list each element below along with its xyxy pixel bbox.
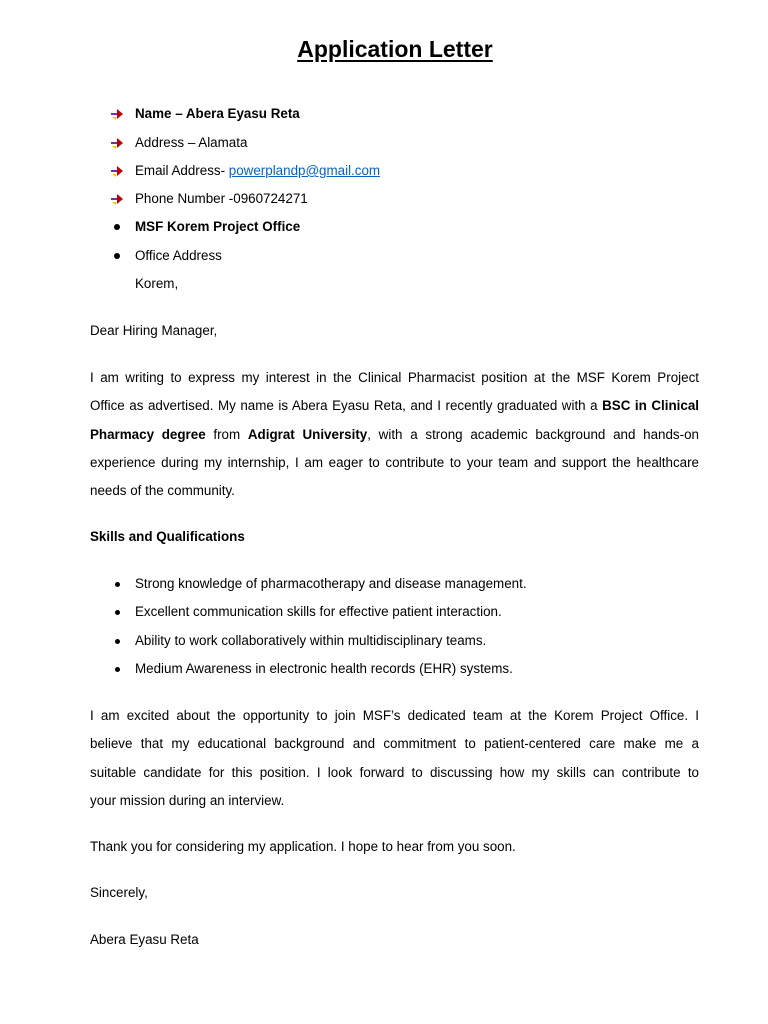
bullet-dot-icon (110, 245, 128, 267)
applicant-name: Name – Abera Eyasu Reta (135, 106, 300, 121)
intro-line-2-text: Office as advertised. My name is Abera Eyasu Reta, and I recently graduated with a (90, 398, 603, 414)
closing-line-3: suitable candidate for this position. I look forward to discussing how my skills can contribute to (90, 764, 699, 780)
email-link[interactable]: powerplandp@gmail.com (228, 163, 381, 178)
intro-line-5: needs of the community. (90, 483, 235, 499)
salutation: Dear Hiring Manager, (90, 323, 218, 338)
intro-line-3-text: , with a strong academic background and hands-on (367, 426, 699, 442)
bullet-dot-icon (110, 216, 128, 238)
arrow-bullet-icon (110, 188, 128, 210)
arrow-bullet-icon (110, 132, 128, 154)
intro-paragraph (90, 364, 699, 505)
email-label: Email Address- (135, 163, 229, 178)
arrow-bullet-icon (110, 160, 128, 182)
applicant-address: Address – Alamata (135, 135, 248, 150)
intro-line-4: experience during my internship, I am eager to contribute to your team and support the healthcare (90, 454, 699, 470)
intro-line-3-from: from (205, 426, 248, 442)
intro-line-1: I am writing to express my interest in the Clinical Pharmacist position at the MSF Korem Project (90, 370, 699, 385)
page-title: Application Letter (297, 36, 493, 62)
closing-line-4: your mission during an interview. (90, 792, 285, 808)
closing-paragraph (90, 702, 699, 815)
university-highlight: Adigrat University (247, 426, 368, 442)
bullet-dot-icon (110, 573, 128, 595)
phone-number: Phone Number -0960724271 (135, 191, 308, 206)
office-address-label: Office Address (135, 248, 222, 263)
office-name: MSF Korem Project Office (135, 219, 301, 234)
intro-line-2 (90, 392, 699, 420)
skill-text: Medium Awareness in electronic health records (EHR) systems. (135, 661, 513, 676)
skills-heading: Skills and Qualifications (90, 529, 245, 544)
office-city: Korem, (135, 276, 179, 291)
bullet-dot-icon (110, 601, 128, 623)
bullet-dot-icon (110, 658, 128, 680)
email-line (135, 160, 380, 182)
arrow-bullet-icon (110, 103, 128, 125)
skill-text: Ability to work collaboratively within multidisciplinary teams. (135, 633, 487, 648)
signoff: Sincerely, (90, 885, 148, 900)
skill-text: Excellent communication skills for effective patient interaction. (135, 604, 502, 619)
closing-line-2: believe that my educational background and commitment to patient-centered care make me a (90, 736, 699, 752)
thanks-line: Thank you for considering my application. I hope to hear from you soon. (90, 839, 516, 854)
degree-highlight-cont: Pharmacy degree (90, 426, 206, 442)
signature: Abera Eyasu Reta (90, 932, 199, 947)
intro-line-3 (90, 421, 699, 449)
bullet-dot-icon (110, 630, 128, 652)
skill-text: Strong knowledge of pharmacotherapy and disease management. (135, 576, 527, 591)
degree-highlight: BSC in Clinical (602, 398, 699, 414)
closing-line-1: I am excited about the opportunity to join MSF’s dedicated team at the Korem Project Office. I (90, 708, 699, 723)
